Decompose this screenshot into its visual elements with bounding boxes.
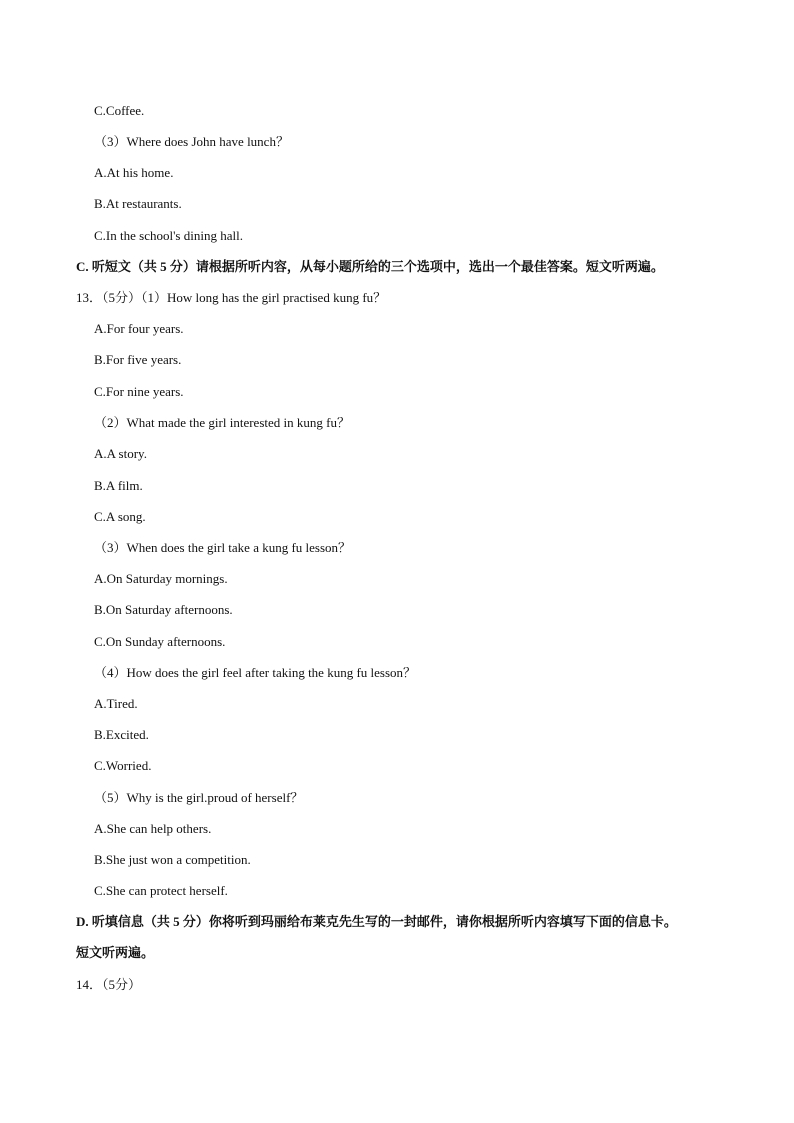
section-heading: D. 听填信息（共 5 分）你将听到玛丽给布莱克先生写的一封邮件，请你根据所听内容填写下面的信息卡。 <box>76 914 677 929</box>
option-text: C.On Sunday afternoons. <box>94 634 226 649</box>
option-text: B.At restaurants. <box>94 196 182 211</box>
option-text: A.For four years. <box>94 321 184 336</box>
question-number-text: 14．（5分） <box>76 977 142 992</box>
question-text: （4）How does the girl feel after taking the kung fu lesson？ <box>94 665 417 680</box>
option-text: C.Coffee. <box>94 103 145 118</box>
question-number-text: 13．（5分）（1）How long has the girl practised kung fu？ <box>76 290 387 305</box>
option-text: B.A film. <box>94 478 143 493</box>
option-text: A.At his home. <box>94 165 174 180</box>
option-text: B.She just won a competition. <box>94 852 251 867</box>
option-text: B.For five years. <box>94 352 182 367</box>
question-text: （3）When does the girl take a kung fu lesson？ <box>94 540 352 555</box>
option-text: C.She can protect herself. <box>94 883 228 898</box>
option-text: B.Excited. <box>94 727 149 742</box>
option-text: A.Tired. <box>94 696 138 711</box>
question-text: （3）Where does John have lunch？ <box>94 134 289 149</box>
option-text: A.On Saturday mornings. <box>94 571 228 586</box>
option-text: B.On Saturday afternoons. <box>94 602 233 617</box>
option-text: C.In the school's dining hall. <box>94 228 243 243</box>
option-text: A.A story. <box>94 446 147 461</box>
section-heading-continued: 短文听两遍。 <box>76 945 155 960</box>
option-text: C.For nine years. <box>94 384 184 399</box>
option-text: C.Worried. <box>94 758 152 773</box>
question-text: （2）What made the girl interested in kung fu？ <box>94 415 350 430</box>
section-heading: C. 听短文（共 5 分）请根据所听内容，从每小题所给的三个选项中，选出一个最佳答案。短文听两遍。 <box>76 259 664 274</box>
question-text: （5）Why is the girl.proud of herself？ <box>94 790 304 805</box>
option-text: C.A song. <box>94 509 146 524</box>
option-text: A.She can help others. <box>94 821 212 836</box>
